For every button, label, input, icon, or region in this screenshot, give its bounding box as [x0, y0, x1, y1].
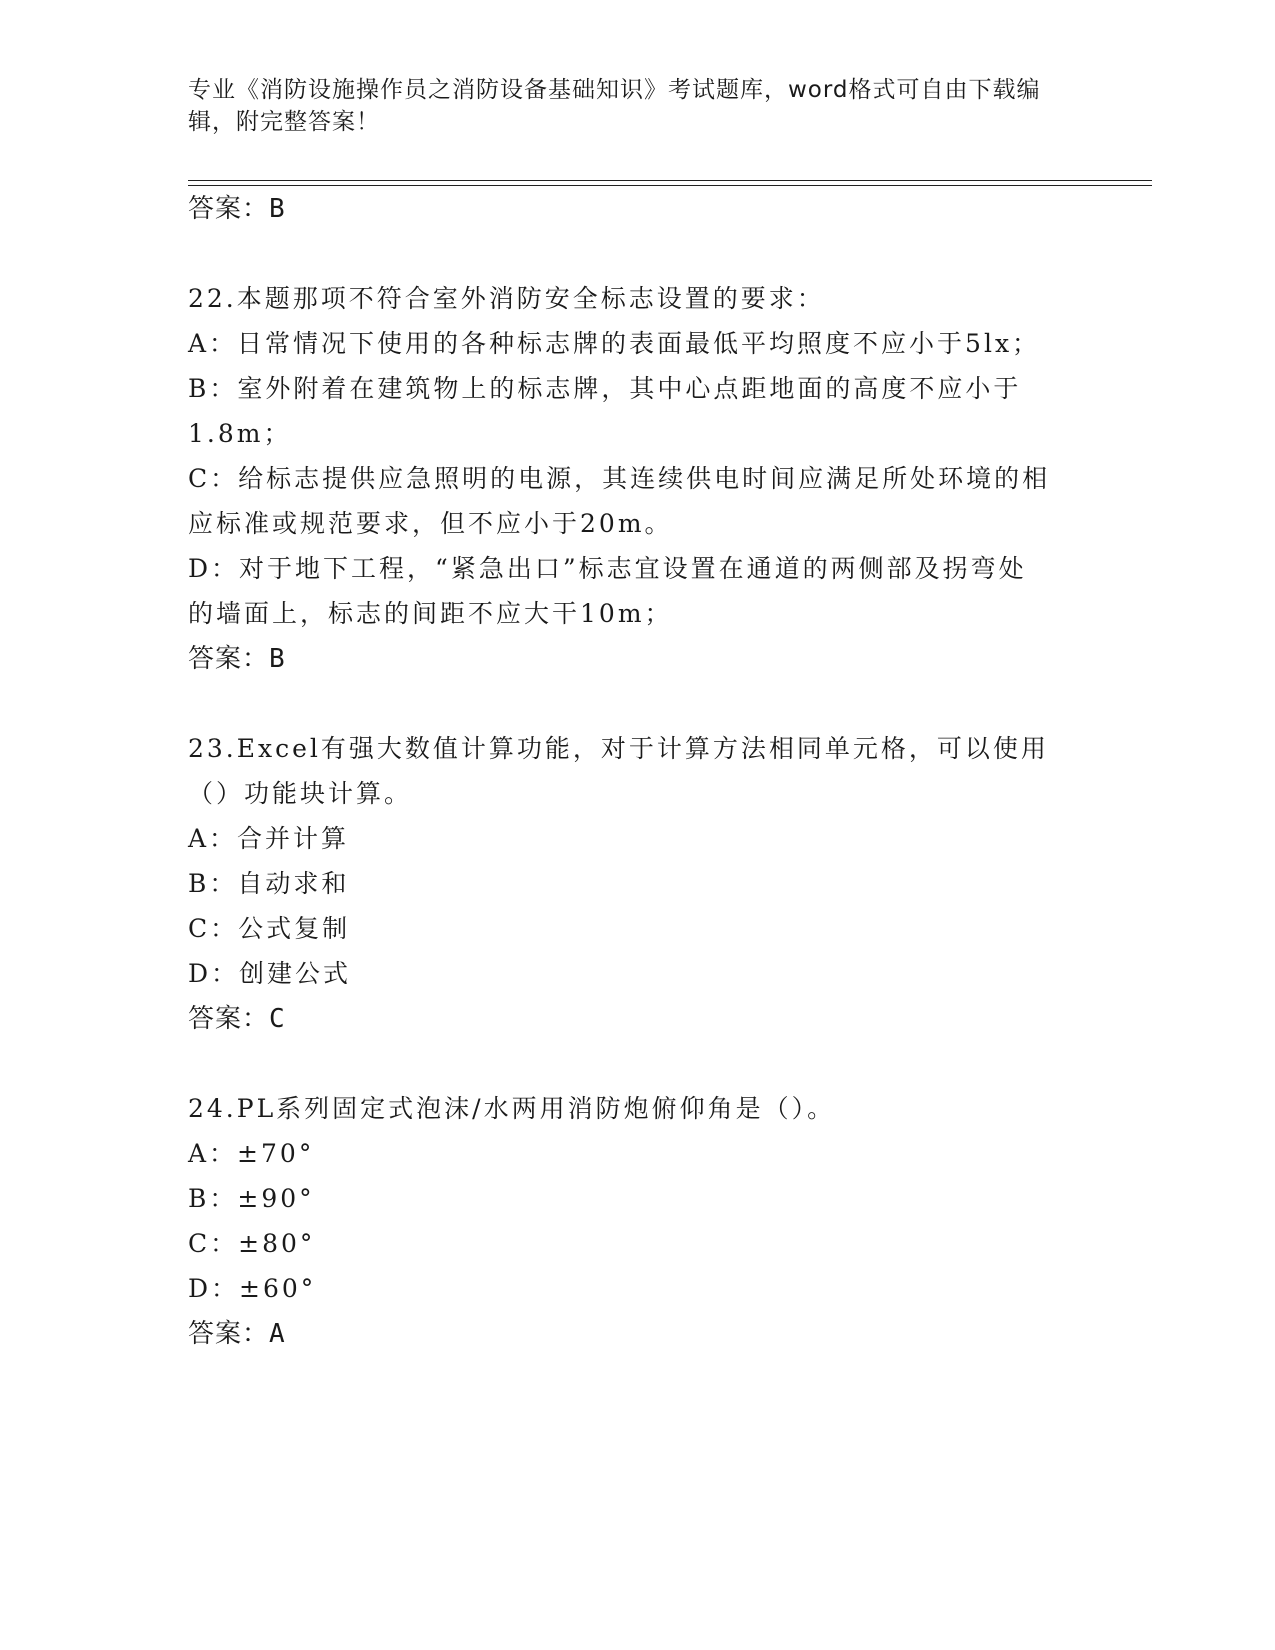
question-22-option-b-cont: 1.8m； — [188, 419, 292, 448]
answer-value: A — [269, 1319, 286, 1349]
question-22-option-c: C：给标志提供应急照明的电源，其连续供电时间应满足所处环境的相 — [188, 464, 1051, 493]
answer-label: 答案： — [188, 1319, 270, 1349]
question-23-stem-cont: （）功能块计算。 — [188, 779, 413, 808]
question-22-option-d: D：对于地下工程，“紧急出口”标志宜设置在通道的两侧部及拐弯处 — [188, 554, 1027, 583]
question-22-option-b: B：室外附着在建筑物上的标志牌，其中心点距地面的高度不应小于 — [188, 374, 1022, 403]
header-divider-top — [188, 180, 1152, 181]
question-23-stem: 23.Excel有强大数值计算功能，对于计算方法相同单元格，可以使用 — [188, 734, 1049, 763]
question-22-answer — [188, 642, 286, 676]
answer-value: C — [269, 1004, 286, 1034]
question-23-answer — [188, 1002, 286, 1036]
question-23-option-d: D：创建公式 — [188, 959, 352, 988]
question-24-stem: 24.PL系列固定式泡沫/水两用消防炮俯仰角是（）。 — [188, 1094, 836, 1123]
question-24-option-a: A：±70° — [188, 1139, 315, 1168]
answer-value: B — [269, 644, 286, 674]
answer-label: 答案： — [188, 194, 270, 224]
header-divider-bottom — [188, 185, 1152, 186]
answer-value: B — [269, 194, 286, 224]
question-23-option-b: B：自动求和 — [188, 869, 350, 898]
question-23-option-a: A：合并计算 — [188, 824, 350, 853]
question-22-option-a: A：日常情况下使用的各种标志牌的表面最低平均照度不应小于5lx； — [188, 329, 1041, 358]
question-22-stem: 22.本题那项不符合室外消防安全标志设置的要求： — [188, 284, 825, 313]
question-24-option-c: C：±80° — [188, 1229, 316, 1258]
question-22-option-d-cont: 的墙面上，标志的间距不应大干10m； — [188, 599, 673, 628]
question-24-answer — [188, 1317, 286, 1351]
document-header — [188, 74, 1068, 138]
answer-line — [188, 192, 286, 226]
question-24-option-b: B：±90° — [188, 1184, 315, 1213]
answer-label: 答案： — [188, 1004, 270, 1034]
question-22-option-c-cont: 应标准或规范要求，但不应小于20m。 — [188, 509, 673, 538]
question-24-option-d: D：±60° — [188, 1274, 317, 1303]
header-title: 专业《消防设施操作员之消防设备基础知识》考试题库，word格式可自由下载编辑，附完整答案！ — [188, 77, 1041, 135]
question-23-option-c: C：公式复制 — [188, 914, 351, 943]
answer-label: 答案： — [188, 644, 270, 674]
